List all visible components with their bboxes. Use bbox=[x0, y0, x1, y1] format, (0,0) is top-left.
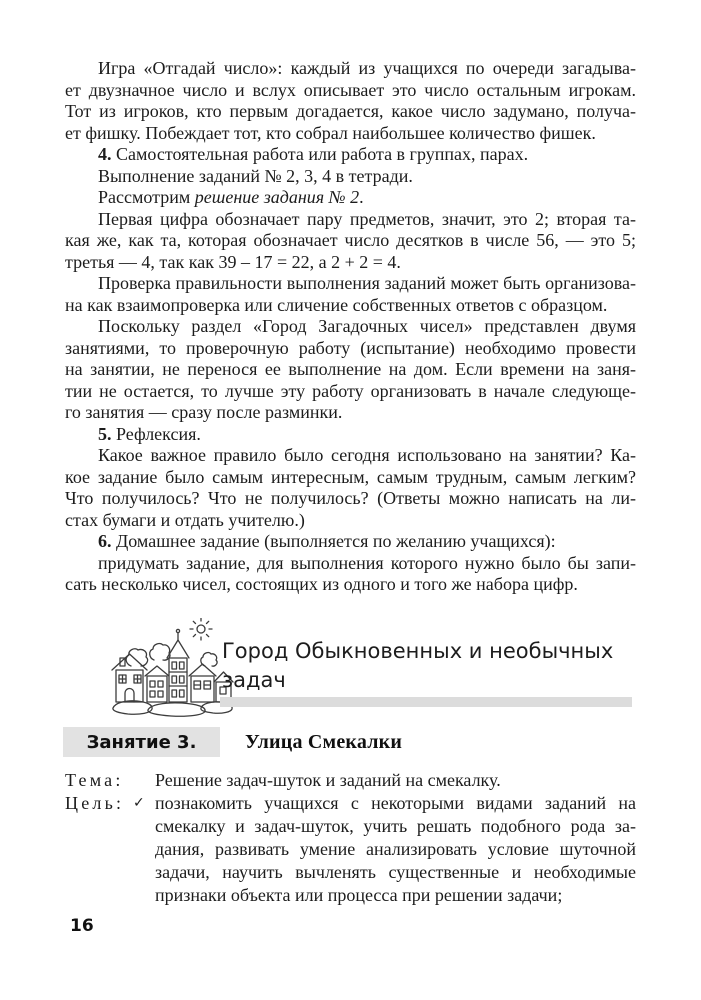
text-line: Выполнение заданий № 2, 3, 4 в тетради. bbox=[98, 165, 413, 186]
text-line: Какое важное правило было сегодня использовано на занятии? Ка- bbox=[98, 445, 636, 465]
lesson-title: Улица Смекалки bbox=[245, 730, 403, 753]
body-text bbox=[65, 58, 636, 596]
goal-label: Цель: bbox=[65, 793, 125, 813]
text-line: Что получилось? Что не получилось? (Ответы можно написать на ли- bbox=[65, 488, 636, 508]
checkmark-icon: ✓ bbox=[133, 795, 145, 811]
text-line: 5. Рефлексия. bbox=[98, 423, 201, 444]
text-line: смекалку и задач-шуток, учить решать подобного рода за- bbox=[155, 816, 636, 836]
text-line: на как взаимопроверка или сличение собственных ответов с образцом. bbox=[65, 294, 608, 315]
text-line: познакомить учащихся с некоторыми видами заданий на bbox=[155, 793, 636, 813]
lesson-badge bbox=[63, 727, 220, 757]
lesson-plan bbox=[65, 769, 636, 907]
text-line: признаки объекта или процесса при решении задачи; bbox=[155, 885, 563, 905]
town-illustration-icon bbox=[108, 618, 238, 720]
ground bbox=[113, 701, 232, 716]
text-line: Первая цифра обозначает пару предметов, значит, это 2; вторая та- bbox=[98, 208, 636, 229]
left-house bbox=[112, 654, 147, 702]
section-title bbox=[222, 637, 638, 695]
text-line: Рассмотрим решение задания № 2. bbox=[98, 187, 364, 207]
text-line: придумать задание, для выполнения которого нужно было бы запи- bbox=[98, 552, 636, 573]
section-title-line1: Город Обыкновенных и необычных bbox=[222, 639, 614, 663]
text-line: занятиями, то проверочную работу (испытание) необходимо провести bbox=[65, 337, 636, 358]
text-line: 4. Самостоятельная работа или работа в группах, парах. bbox=[98, 144, 529, 164]
text-line: сать несколько чисел, состоящих из одного и того же набора цифр. bbox=[65, 574, 578, 594]
text-line: задачи, научить вычленять существенные и необходимые bbox=[155, 862, 636, 882]
tema-label: Тема: bbox=[65, 770, 124, 790]
text-line: Поскольку раздел «Город Загадочных чисел» представлен двумя bbox=[98, 316, 636, 336]
section-title-line2: задач bbox=[222, 668, 286, 692]
middle-house bbox=[145, 666, 169, 702]
text-line: Проверка правильности выполнения заданий может быть организова- bbox=[98, 273, 636, 293]
text-line: третья — 4, так как 39 – 17 = 22, а 2 + 2 = 4. bbox=[65, 251, 401, 272]
text-line: ет двузначное число и вслух описывает это число остальным игрокам. bbox=[65, 79, 636, 100]
text-line: кое задание было самым интересным, самым трудным, самым легким? bbox=[65, 466, 636, 487]
section-rule-bar bbox=[220, 697, 632, 707]
goal-text bbox=[155, 792, 636, 907]
text-line: ет фишку. Побеждает тот, кто собрал наибольшее количество фишек. bbox=[65, 122, 596, 143]
goal-row bbox=[65, 792, 636, 907]
right-house bbox=[189, 664, 216, 702]
text-line: на занятии, не перенося ее выполнение на дом. Если времени на заня- bbox=[65, 359, 636, 379]
text-line: тии не остается, то лучше эту работу организовать в начале следующе- bbox=[65, 380, 636, 401]
tema-row bbox=[65, 769, 636, 792]
text-line: кая же, как та, которая обозначает число десятков в числе 56, — это 5; bbox=[65, 230, 636, 250]
lesson-badge-label: Занятие 3. bbox=[86, 731, 197, 753]
tema-text: Решение задач-шуток и заданий на смекалку. bbox=[155, 770, 501, 790]
page-number: 16 bbox=[70, 916, 94, 936]
text-line: стах бумаги и отдать учителю.) bbox=[65, 509, 305, 530]
text-line: го занятия — сразу после разминки. bbox=[65, 402, 343, 422]
sun-icon bbox=[190, 618, 212, 640]
text-line: Тот из игроков, кто первым догадается, какое число задумано, получа- bbox=[65, 101, 636, 121]
text-line: Игра «Отгадай число»: каждый из учащихся по очереди загадыва- bbox=[98, 58, 636, 78]
tower bbox=[167, 629, 189, 702]
text-line: дания, развивать умение анализировать условие шуточной bbox=[155, 839, 636, 859]
text-line: 6. Домашнее задание (выполняется по желанию учащихся): bbox=[98, 531, 556, 551]
